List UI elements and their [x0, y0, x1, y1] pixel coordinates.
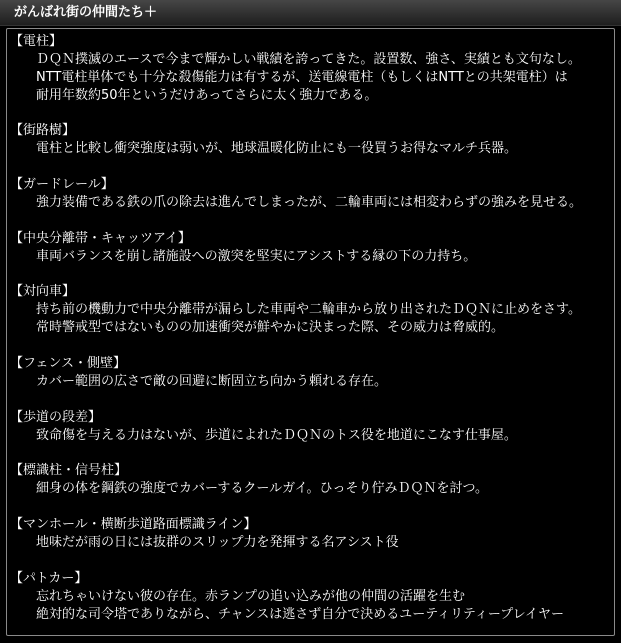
- section-oncoming-car: [10, 283, 610, 337]
- content-panel: [6, 28, 615, 636]
- section-fence-side-wall: [10, 355, 610, 391]
- section-median-cats-eye: [10, 230, 610, 266]
- section-heading: 【対向車】: [10, 284, 76, 300]
- section-text-line: カバー範囲の広さで敵の回避に断固立ち向かう頼れる存在。: [36, 373, 388, 389]
- section-sidewalk-step: [10, 409, 610, 445]
- section-heading: 【電柱】: [10, 34, 63, 49]
- section-heading: 【中央分離帯・キャッツアイ】: [10, 230, 191, 246]
- section-text-line: 電柱と比較し衝突強度は弱いが、地球温暖化防止にも一役買うお得なマルチ兵器。: [36, 141, 518, 157]
- section-sign-signal-pole: [10, 462, 610, 498]
- section-heading: 【歩道の段差】: [10, 409, 102, 425]
- section-text-line: ＤＱＮ撲滅のエースで今まで輝かしい戦績を誇ってきた。設置数、強さ、実績とも文句なし。: [36, 51, 581, 67]
- section-text-line: 常時警戒型ではないものの加速衝突が鮮やかに決まった際、その威力は脅威的。: [36, 320, 505, 336]
- section-text-line: 強力装備である鉄の爪の除去は進んでしまったが、二輪車両には相変わらずの強みを見せる。: [36, 195, 583, 211]
- section-heading: 【パトカー】: [10, 570, 88, 586]
- section-text-line: 忘れちゃいけない彼の存在。赤ランプの追い込みが他の仲間の活躍を生む: [36, 588, 466, 604]
- section-patrol-car: [10, 570, 610, 624]
- section-heading: 【フェンス・側壁】: [10, 356, 126, 372]
- section-heading: 【標識柱・信号柱】: [10, 463, 128, 479]
- section-text-line: NTT電柱単体でも十分な殺傷能力は有するが、送電線電柱（もしくはNTTとの共架電柱）は: [36, 69, 568, 85]
- page-title: がんばれ街の仲間たち＋: [14, 5, 158, 20]
- section-text-line: 持ち前の機動力で中央分離帯が漏らした車両や二輪車から放り出されたＤＱＮに止めをさす。: [36, 302, 581, 318]
- section-text-line: 絶対的な司令塔でありながら、チャンスは逃さず自分で決めるユーティリティープレイヤー: [36, 606, 565, 622]
- section-street-tree: [10, 122, 610, 158]
- section-manhole-road-markings: [10, 516, 610, 552]
- section-heading: 【街路樹】: [10, 123, 76, 139]
- section-guardrail: [10, 176, 610, 212]
- section-text-line: 致命傷を与える力はないが、歩道によれたＤＱＮのトス役を地道にこなす仕事屋。: [36, 427, 517, 443]
- header-bar: [0, 0, 621, 26]
- section-heading: 【ガードレール】: [10, 177, 114, 193]
- section-heading: 【マンホール・横断歩道路面標識ライン】: [10, 517, 257, 533]
- section-utility-pole: [10, 33, 610, 105]
- section-text-line: 地味だが雨の日には抜群のスリップ力を発揮する名アシスト役: [36, 534, 399, 550]
- section-text-line: 車両バランスを崩し諸施設への激突を堅実にアシストする縁の下の力持ち。: [36, 248, 477, 264]
- section-text-line: 細身の体を鋼鉄の強度でカバーするクールガイ。ひっそり佇みＤＱＮを討つ。: [36, 481, 489, 497]
- section-text-line: 耐用年数約50年というだけあってさらに太く強力である。: [36, 87, 378, 103]
